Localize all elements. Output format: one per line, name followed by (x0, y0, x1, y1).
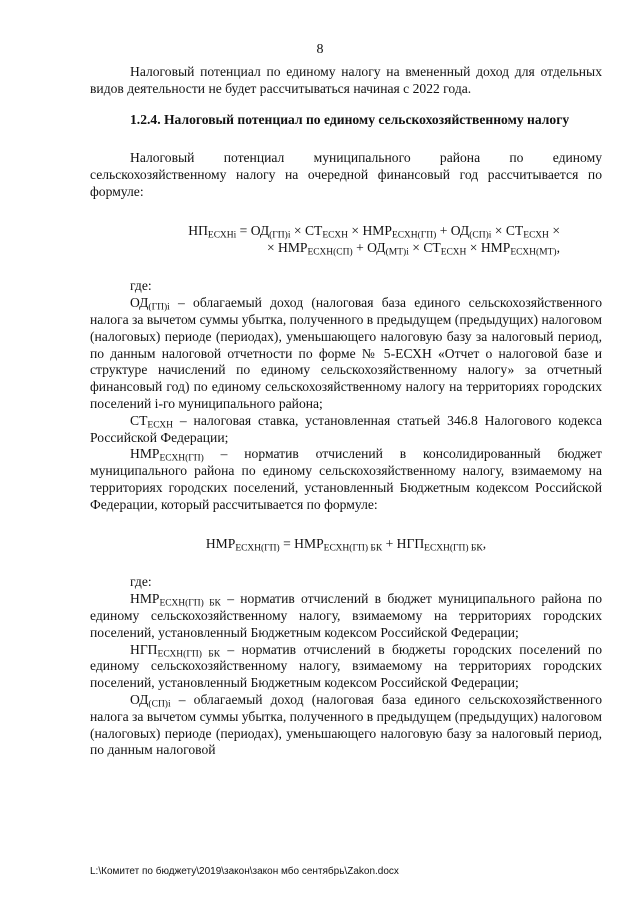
formula-intro: Налоговый потенциал муниципального района по единому сельскохозяйственному налогу на очередной финансовый год рассчитывается по формуле: (90, 150, 602, 199)
intro-paragraph: Налоговый потенциал по единому налогу на вмененный доход для отдельных видов деятельности не будет рассчитываться начиная с 2022 года. (90, 64, 602, 96)
definition-st: $СТ_{ЕСХН}$ – налоговая ставка, установленная статьей 346.8 Налогового кодекса Российской Федерации; (90, 412, 602, 445)
definition-od-gp: $ОД_{(ГП)i}$ – облагаемый доход (налоговая база единого сельскохозяйственного налога за вычетом суммы убытка, полученного в предыдущем (предыдущих) налоговом (налоговых) периоде (периодах), уменьшающего налоговую базу за налоговый период, по данным налоговой отчетности по форме № 5-ЕСХН «Отчет о налоговой базе и структуре начислений по единому сельскохозяйственному налогу» за отчетный финансовый год) по единому сельскохозяйственному налогу на территориях городских поселений i-го муниципального района; (90, 295, 602, 411)
footer-file-path: L:\Комитет по бюджету\2019\закон\закон мбо сентябрь\Zakon.docx (90, 866, 399, 877)
definition-ngp-bk: $НГП_{ЕСХН(ГП) БК}$ – норматив отчислений в бюджеты городских поселений по единому сельскохозяйственному налогу, взимаемому на территориях городских поселений, установленный Бюджетным кодексом Российской Федерации; (90, 641, 602, 691)
section-heading: 1.2.4. Налоговый потенциал по единому сельскохозяйственному налогу (130, 111, 570, 127)
definition-od-sp: $ОД_{(СП)i}$ – облагаемый доход (налоговая база единого сельскохозяйственного налога за вычетом суммы убытка, полученного в предыдущем (предыдущих) налоговом (налоговых) периоде (периодах), уменьшающего налоговую базу за налоговый период, по данным налоговой (90, 691, 602, 758)
formula-line-2: × $НМР_{ЕСХН(СП)} + ОД_{(МТ)i} \times СТ_{ЕСХН} \times НМР_{ЕСХН(МТ)}$, (266, 239, 560, 258)
page-content (90, 64, 602, 759)
where-label-2: где: (130, 574, 152, 590)
definition-nmr-gp: $НМР_{ЕСХН(ГП)}$ – норматив отчислений в консолидированный бюджет муниципального района по единому сельскохозяйственному налогу, взимаемому на территориях городских поселений, установленный Бюджетным кодексом Российской Федерации, который рассчитывается по формуле: (90, 446, 602, 512)
definition-nmr-bk: $НМР_{ЕСХН(ГП) БК}$ – норматив отчислений в бюджет муниципального района по единому сельскохозяйственному налогу, взимаемому на территориях городских поселений, установленный Бюджетным кодексом Российской Федерации; (90, 591, 602, 640)
formula-tax-potential (90, 223, 602, 257)
formula-line-1: $НП_{ЕСХНi} = ОД_{(ГП)i} \times СТ_{ЕСХН} \times НМР_{ЕСХН(ГП)} + ОД_{(СП)i} \times СТ_{ЕСХН}$ × (188, 222, 560, 241)
formula-nmr-gp: $НМР_{ЕСХН(ГП)} = НМР_{ЕСХН(ГП) БК} + НГП_{ЕСХН(ГП) БК}$, (205, 535, 487, 554)
where-label: где: (130, 278, 152, 294)
page-number: 8 (316, 42, 324, 57)
